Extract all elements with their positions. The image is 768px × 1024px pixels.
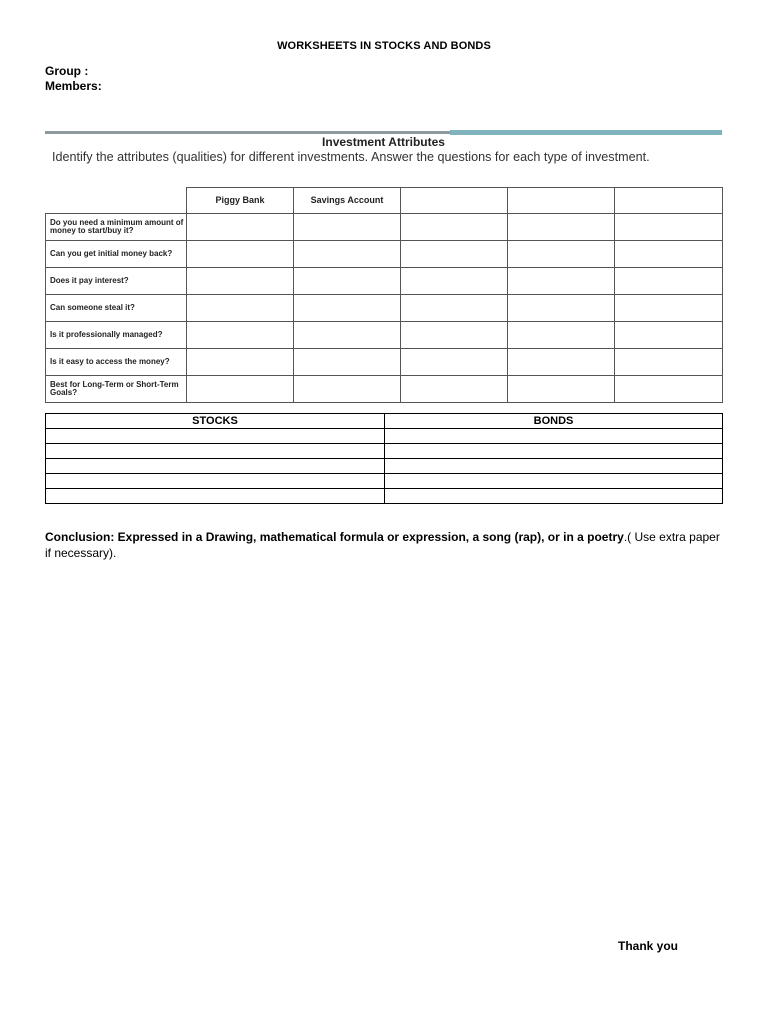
worksheet-title: WORKSHEETS IN STOCKS AND BONDS [277,40,491,52]
stocks-cell[interactable] [46,444,385,459]
answer-cell[interactable] [294,268,401,295]
answer-cell[interactable] [615,241,723,268]
answer-cell[interactable] [615,349,723,376]
answer-cell[interactable] [187,349,294,376]
table-row [46,444,723,459]
investment-attributes-figure [45,131,722,404]
answer-cell[interactable] [615,268,723,295]
answer-cell[interactable] [187,241,294,268]
column-header: Piggy Bank [187,188,294,214]
question-cell: Is it professionally managed? [46,322,187,349]
table-row [46,429,723,444]
conclusion-bold-text: Conclusion: Expressed in a Drawing, mathematical formula or expression, a song (rap), or in a poetry [45,530,624,544]
answer-cell[interactable] [401,214,508,241]
conclusion-paragraph [45,529,725,561]
answer-cell[interactable] [508,241,615,268]
group-label: Group : [45,64,89,78]
stocks-cell[interactable] [46,489,385,504]
answer-cell[interactable] [401,295,508,322]
answer-cell[interactable] [187,268,294,295]
table-row [46,376,723,403]
question-cell: Is it easy to access the money? [46,349,187,376]
table-row [46,459,723,474]
answer-cell[interactable] [615,214,723,241]
stocks-cell[interactable] [46,429,385,444]
corner-cell [46,188,187,214]
answer-cell[interactable] [187,295,294,322]
answer-cell[interactable] [187,214,294,241]
column-header [615,188,723,214]
answer-cell[interactable] [508,295,615,322]
bonds-header: BONDS [385,414,723,429]
conclusion-plain-text: .( Use extra paper if necessary). [45,530,720,560]
answer-cell[interactable] [294,241,401,268]
table-row [46,241,723,268]
column-header [401,188,508,214]
answer-cell[interactable] [294,214,401,241]
table-row [46,322,723,349]
answer-cell[interactable] [187,322,294,349]
table-row [46,474,723,489]
table-header-row [46,188,723,214]
question-cell: Best for Long-Term or Short-Term Goals? [46,376,187,403]
answer-cell[interactable] [615,376,723,403]
question-cell: Do you need a minimum amount of money to start/buy it? [46,214,187,241]
answer-cell[interactable] [294,349,401,376]
bonds-cell[interactable] [385,459,723,474]
answer-cell[interactable] [294,295,401,322]
table-row [46,295,723,322]
table-row [46,349,723,376]
answer-cell[interactable] [508,268,615,295]
table-header-row [46,414,723,429]
answer-cell[interactable] [401,241,508,268]
answer-cell[interactable] [615,322,723,349]
bonds-cell[interactable] [385,429,723,444]
answer-cell[interactable] [401,268,508,295]
bonds-cell[interactable] [385,474,723,489]
answer-cell[interactable] [508,376,615,403]
question-cell: Can someone steal it? [46,295,187,322]
column-header [508,188,615,214]
investment-attributes-heading: Investment Attributes [322,135,445,149]
stocks-bonds-table [45,413,723,504]
table-row [46,489,723,504]
stocks-cell[interactable] [46,459,385,474]
table-row [46,268,723,295]
stocks-cell[interactable] [46,474,385,489]
answer-cell[interactable] [187,376,294,403]
column-header: Savings Account [294,188,401,214]
answer-cell[interactable] [401,376,508,403]
answer-cell[interactable] [508,322,615,349]
investment-instructions: Identify the attributes (qualities) for different investments. Answer the questions for each type of investment. [52,150,650,164]
bonds-cell[interactable] [385,489,723,504]
question-cell: Does it pay interest? [46,268,187,295]
answer-cell[interactable] [615,295,723,322]
bonds-cell[interactable] [385,444,723,459]
investment-attributes-table [45,187,723,403]
question-cell: Can you get initial money back? [46,241,187,268]
answer-cell[interactable] [294,322,401,349]
answer-cell[interactable] [294,376,401,403]
closing-text: Thank you [618,939,679,953]
answer-cell[interactable] [508,214,615,241]
answer-cell[interactable] [401,349,508,376]
stocks-header: STOCKS [46,414,385,429]
table-row [46,214,723,241]
answer-cell[interactable] [508,349,615,376]
answer-cell[interactable] [401,322,508,349]
members-label: Members: [45,79,102,93]
